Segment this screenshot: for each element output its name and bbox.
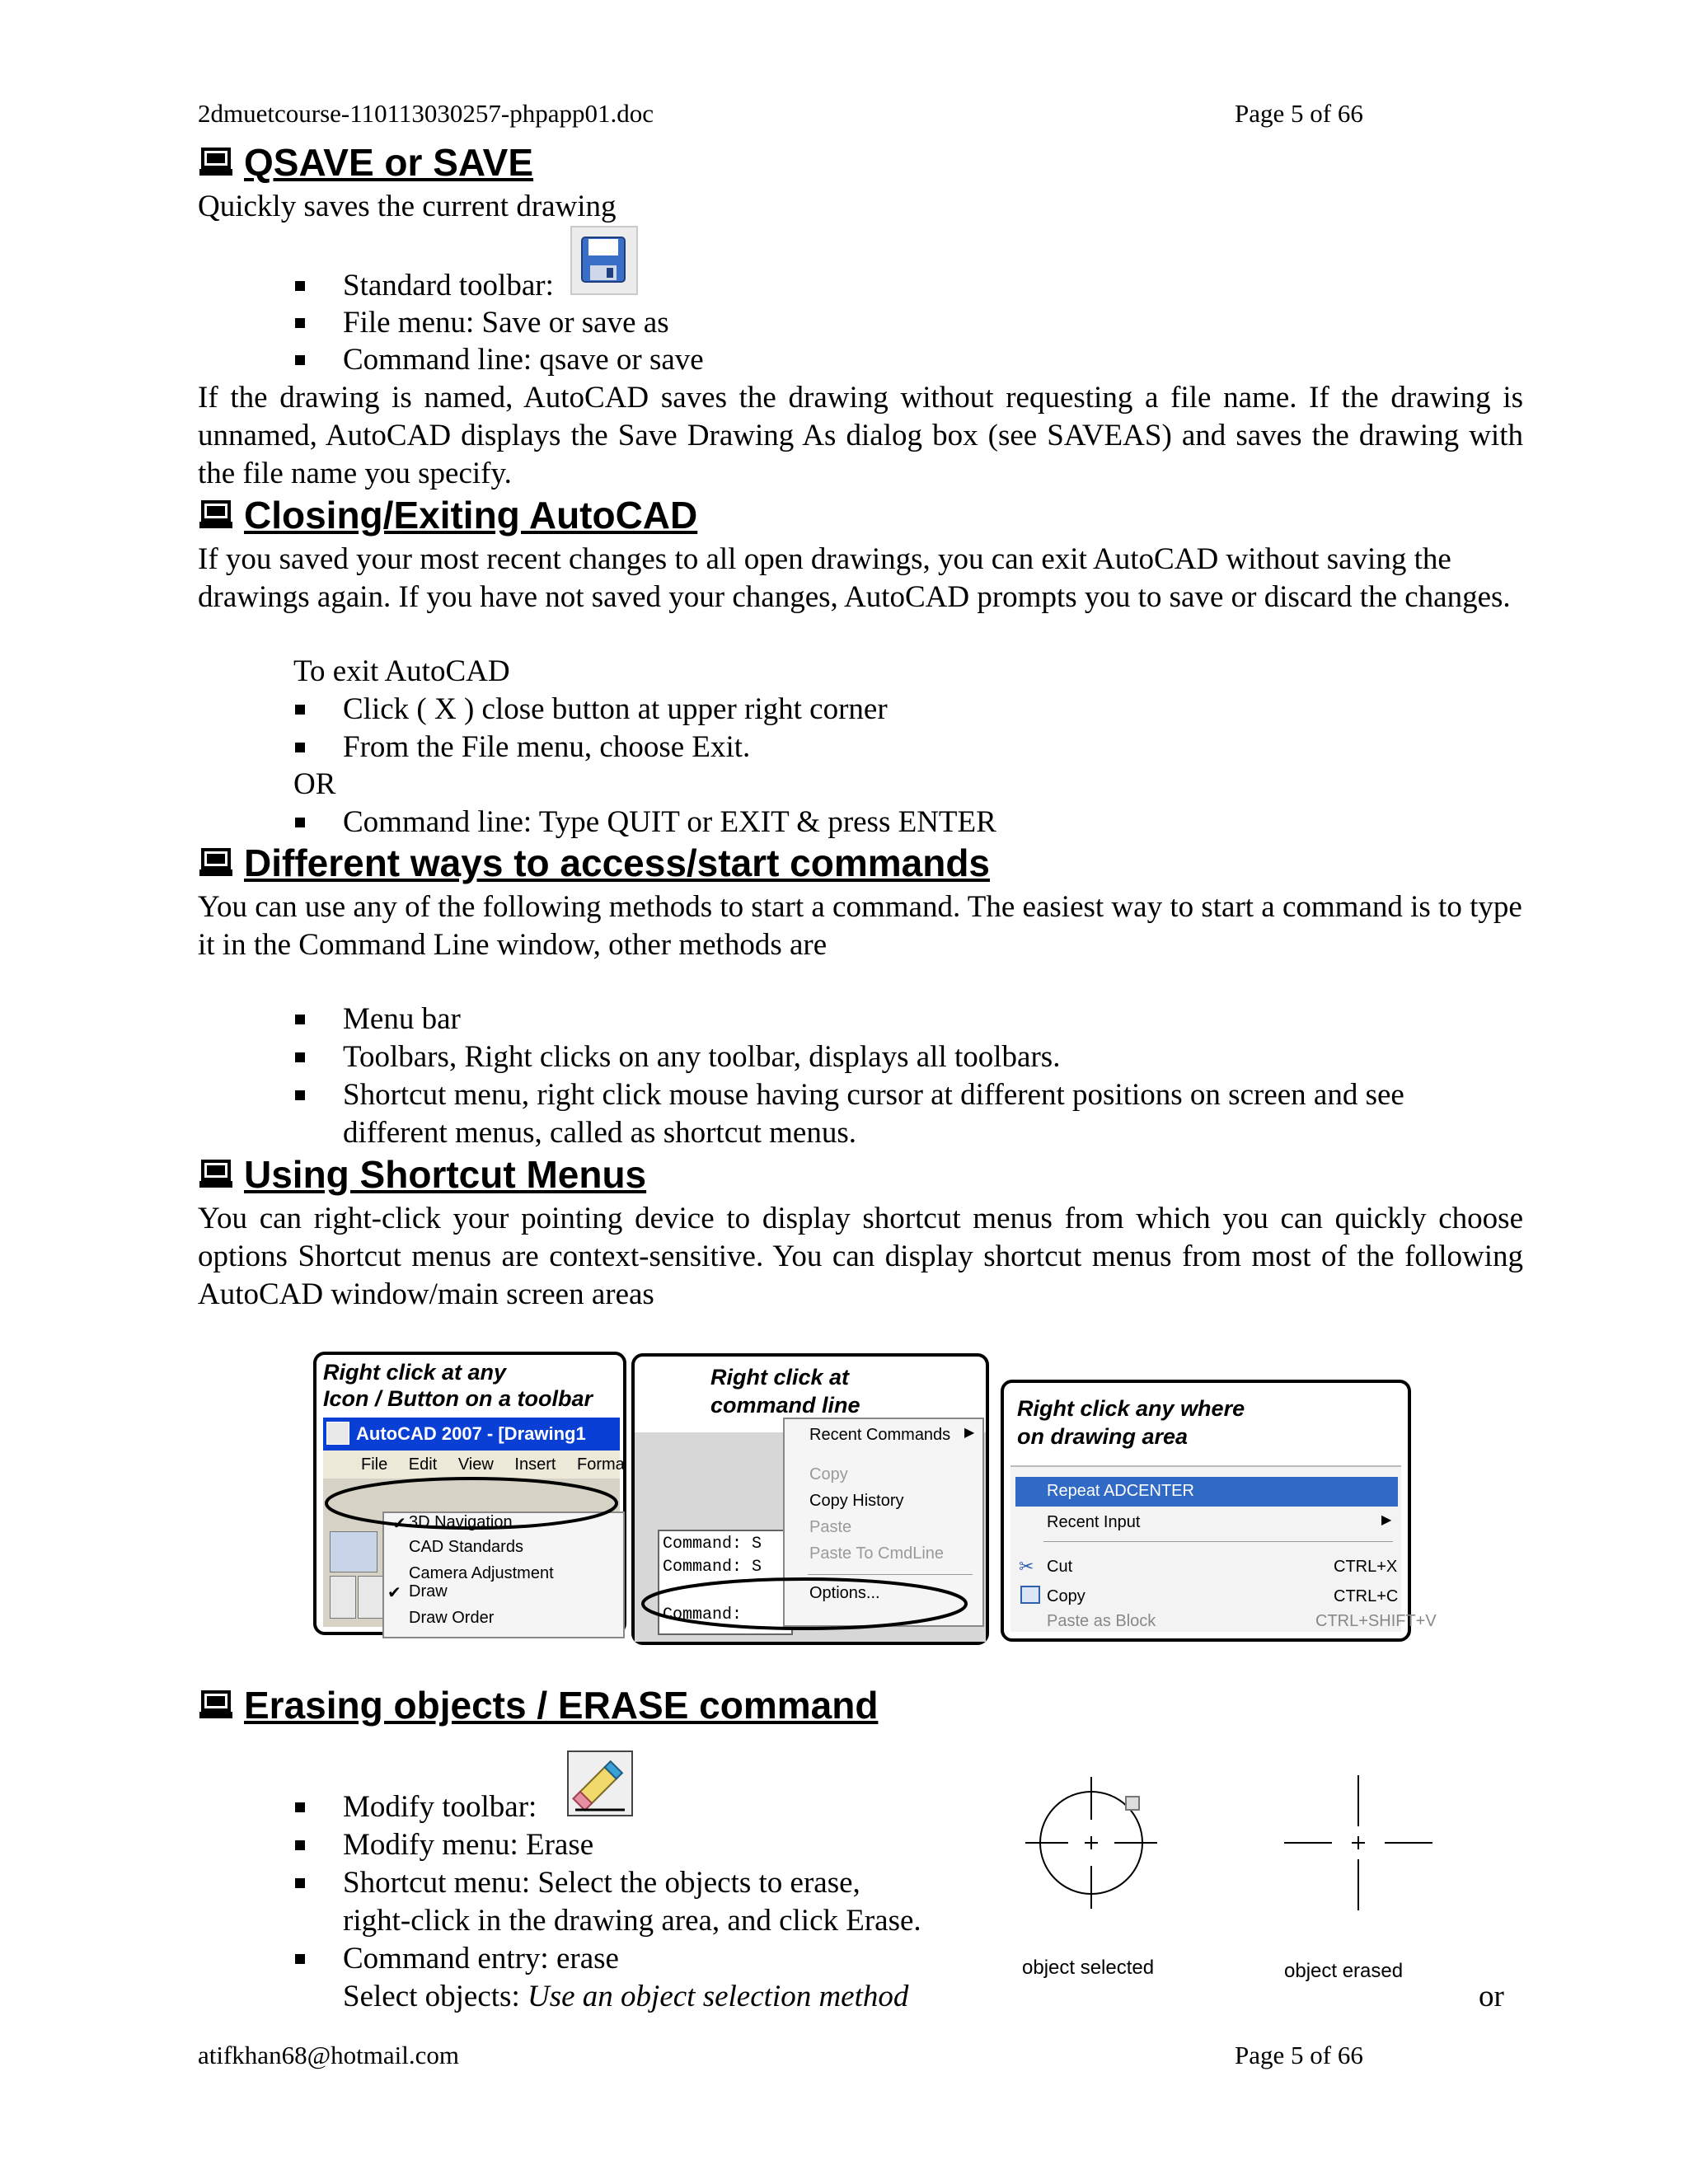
list-item: Shortcut menu: Select the objects to erase, [343,1864,860,1902]
menu-item[interactable]: Draw [409,1582,448,1601]
ways-paragraph: You can use any of the following methods to start a command. The easiest way to start a command is to type it in the Command Line window, other methods are [198,890,1522,962]
screenshot-command-line-shortcut-menu [631,1353,989,1645]
window-title-bar: AutoCAD 2007 - [Drawing1 [323,1418,620,1451]
list-item: Toolbars, Right clicks on any toolbar, displays all toolbars. [343,1038,1060,1076]
screenshot-toolbar-shortcut-menu [313,1352,626,1635]
copy-icon [1020,1586,1040,1604]
section-title: Erasing objects / ERASE command [244,1684,879,1727]
highlight-ellipse [635,1357,986,1642]
menu-format[interactable]: Forma [576,1455,625,1474]
submenu-arrow-icon: ▶ [1381,1513,1392,1527]
computer-icon [199,500,232,530]
closing-paragraph: If you saved your most recent changes to all open drawings, you can exit AutoCAD without saving the drawings again. If you have not saved your changes, AutoCAD prompts you to save or discard the changes. [198,542,1511,614]
closing-or: OR [293,767,336,801]
menu-view[interactable]: View [457,1455,494,1474]
footer-email: atifkhan68@hotmail.com [198,2041,459,2069]
section-heading-closing [199,493,697,537]
computer-icon [199,848,232,878]
scissors-icon: ✂ [1019,1556,1034,1577]
menu-item[interactable]: Recent Input [1047,1513,1141,1531]
computer-icon [199,148,232,177]
menu-item[interactable]: Draw Order [409,1609,495,1627]
menu-item: Copy [809,1465,848,1483]
list-item: Command line: qsave or save [343,341,704,379]
shortcut-key: CTRL+SHIFT+V [1315,1612,1437,1630]
list-item: Shortcut menu, right click mouse having cursor at different positions on screen and see [343,1076,1404,1114]
section-heading-qsave [199,140,533,185]
panel-caption: Right click at any [323,1360,507,1385]
list-item: File menu: Save or save as [343,304,669,342]
section-title: Using Shortcut Menus [244,1153,647,1196]
panel-caption: command line [710,1393,860,1418]
list-item: From the File menu, choose Exit. [343,729,750,766]
qsave-intro: Quickly saves the current drawing [198,190,617,223]
menu-item[interactable]: Copy History [809,1492,904,1510]
list-item: Command entry: erase [343,1940,619,1978]
header-page-number: Page 5 of 66 [1235,99,1363,128]
panel-caption: Icon / Button on a toolbar [323,1386,593,1411]
floppy-disk-icon [570,226,638,295]
list-item: Standard toolbar: [343,267,554,305]
menu-item[interactable]: Cut [1047,1558,1073,1576]
command-prompt: Command: [663,1605,743,1624]
select-objects-line: Select objects: Use an object selection method [343,1980,909,2013]
object-selected-figure [1012,1770,1177,1935]
menu-item[interactable]: Recent Commands [809,1426,951,1444]
menu-item[interactable]: 3D Navigation [409,1513,513,1531]
list-item: Modify toolbar: [343,1788,537,1826]
menu-item: Paste To CmdLine [809,1544,945,1563]
menu-item-repeat[interactable]: Repeat ADCENTER [1047,1482,1194,1500]
section-title: Closing/Exiting AutoCAD [244,494,698,537]
qsave-paragraph: If the drawing is named, AutoCAD saves the drawing without requesting a file name. If the drawing is unnamed, AutoCAD displays the Save Drawing As dialog box (see SAVEAS) and saves the drawing with the file name you specify. [198,381,1523,490]
section-title: QSAVE or SAVE [244,141,534,184]
shortcut-key: CTRL+C [1334,1587,1399,1605]
header-filename: 2dmuetcourse-110113030257-phpapp01.doc [198,99,654,128]
check-icon: ✔ [387,1584,401,1602]
check-icon: ✔ [392,1515,406,1533]
erase-or: or [1479,1980,1504,2013]
list-item: Click ( X ) close button at upper right corner [343,691,888,729]
panel-caption: Right click at [710,1365,850,1390]
menu-insert[interactable]: Insert [514,1455,556,1474]
eraser-icon [567,1750,633,1816]
computer-icon [199,1160,232,1189]
list-item: Command line: Type QUIT or EXIT & press ENTER [343,804,996,841]
footer-page-number: Page 5 of 66 [1235,2041,1363,2069]
highlight-ellipse [316,1355,623,1632]
section-heading-ways [199,841,990,885]
menu-item[interactable]: Camera Adjustment [409,1564,554,1582]
list-item-continuation: right-click in the drawing area, and click Erase. [343,1904,921,1938]
section-heading-shortcut [199,1152,646,1197]
section-title: Different ways to access/start commands [244,841,991,884]
menu-item[interactable]: CAD Standards [409,1538,523,1556]
shortcut-paragraph: You can right-click your pointing device to display shortcut menus from which you can quickly choose options Shortcut menus are context-sensitive. You can display shortcut menus from most of the following AutoCAD window/main screen areas [198,1202,1523,1311]
menu-file[interactable]: File [361,1455,388,1474]
list-item: Menu bar [343,1001,461,1038]
screenshot-drawing-area-shortcut-menu [1001,1380,1437,1642]
closing-to-exit: To exit AutoCAD [293,654,510,688]
drawing-area-context-menu [1010,1465,1437,1632]
list-item: Modify menu: Erase [343,1826,593,1864]
menu-edit[interactable]: Edit [408,1455,438,1474]
panel-caption: on drawing area [1017,1424,1189,1449]
shortcut-key: CTRL+X [1334,1558,1398,1576]
panel-caption: Right click any where [1017,1396,1245,1421]
submenu-arrow-icon: ▶ [964,1426,975,1440]
list-item-continuation: different menus, called as shortcut menus. [343,1116,857,1150]
menu-divider [1043,1541,1393,1542]
object-selected-label: object selected [1022,1957,1155,1979]
menu-item[interactable]: Options... [809,1584,880,1602]
object-erased-label: object erased [1284,1960,1404,1982]
command-line-window[interactable]: Command: S Command: S Command: [658,1530,793,1635]
menu-item[interactable]: Copy [1047,1587,1085,1605]
menu-item: Paste [809,1518,852,1536]
section-heading-erase [199,1683,878,1727]
computer-icon [199,1690,232,1720]
menu-item[interactable]: Paste as Block [1047,1612,1156,1630]
object-erased-figure [1278,1770,1442,1935]
